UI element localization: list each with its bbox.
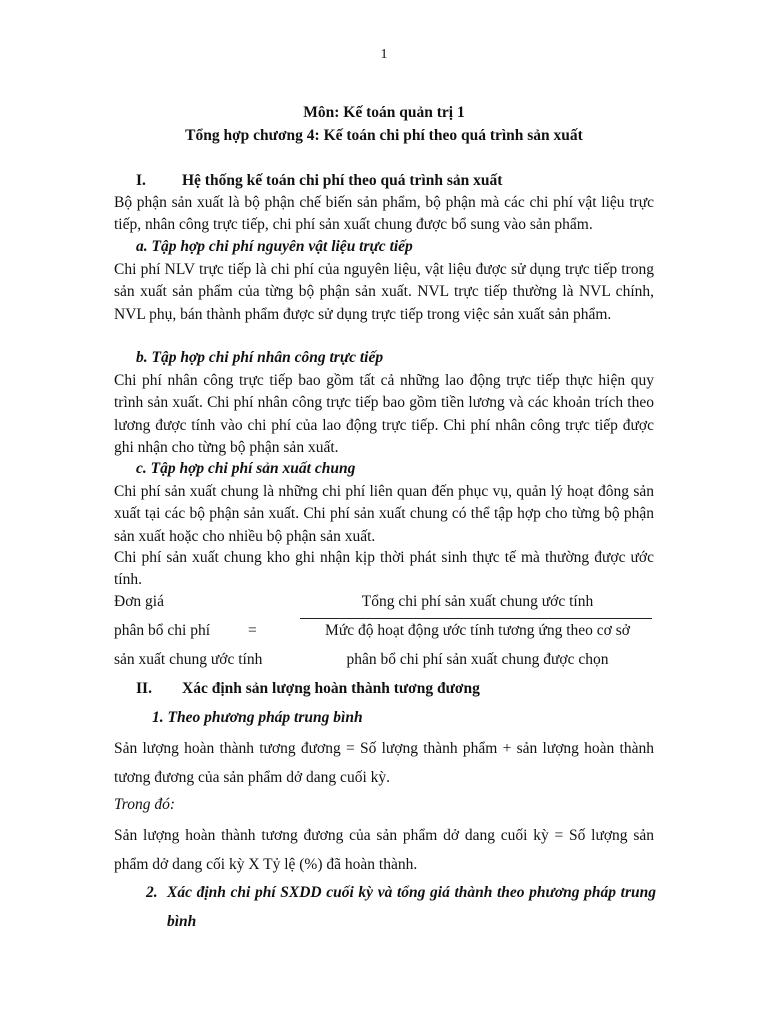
- formula-denominator-1: Mức độ hoạt động ước tính tương ứng theo cơ sở: [325, 622, 630, 639]
- paragraph-c1: Chi phí sản xuất chung là những chi phí liên quan đến phục vụ, quản lý hoạt đông sản xuất tại các bộ phận sản xuất. Chi phí sản xuất chung có thể tập hợp cho từng bộ phận sản xuất hoặc cho nhiều bộ phận sản xuất.: [114, 483, 654, 545]
- subheading-c: c. Tập hợp chi phí sản xuất chung: [136, 460, 356, 477]
- chapter-title: Tổng hợp chương 4: Kế toán chi phí theo quá trình sản xuất: [185, 127, 583, 144]
- section-1-numeral: I.: [136, 172, 146, 189]
- formula-denominator-2: phân bổ chi phí sản xuất chung được chọn: [346, 651, 609, 668]
- formula-row-3: [114, 651, 659, 673]
- section-2-title: Xác định sản lượng hoàn thành tương đương: [182, 680, 480, 697]
- subheading-2-number: 2.: [146, 884, 158, 901]
- paragraph-c2: Chi phí sản xuất chung kho ghi nhận kịp thời phát sinh thực tế mà thường được ước tính.: [114, 549, 654, 589]
- section-1-heading: [136, 172, 502, 190]
- section-2-heading: [136, 680, 480, 698]
- fraction-bar: [300, 618, 652, 619]
- section-1-intro: Bộ phận sản xuất là bộ phận chế biến sản phẩm, bộ phận mà các chi phí vật liệu trực tiếp, nhân công trực tiếp, chi phí sản xuất chung được bổ sung vào sản phẩm.: [114, 194, 654, 234]
- page-number: 1: [380, 47, 388, 62]
- subheading-2-text: Xác định chi phí SXDD cuối kỳ và tổng giá thành theo phương pháp trung bình: [167, 884, 656, 930]
- course-title: Môn: Kế toán quản trị 1: [303, 104, 465, 121]
- formula-left-3: sản xuất chung ước tính: [114, 651, 263, 668]
- formula-left-2: phân bổ chi phí: [114, 622, 210, 639]
- section-1-title: Hệ thống kế toán chi phí theo quá trình sản xuất: [182, 172, 503, 189]
- formula-row-1: [114, 593, 659, 615]
- formula-numerator: Tổng chi phí sản xuất chung ước tính: [361, 593, 594, 610]
- subheading-1: 1. Theo phương pháp trung bình: [152, 709, 363, 726]
- section-2-numeral: II.: [136, 680, 152, 697]
- formula-row-2: [114, 622, 659, 644]
- formula-equals: =: [248, 622, 257, 639]
- subheading-a: a. Tập hợp chi phí nguyên vật liệu trực tiếp: [136, 238, 413, 255]
- paragraph-avg-2: Sản lượng hoàn thành tương đương của sản phẩm dở dang cuối kỳ = Số lượng sản phẩm dở dang cối kỳ X Tỷ lệ (%) đã hoàn thành.: [114, 827, 654, 873]
- paragraph-a: Chi phí NLV trực tiếp là chi phí của nguyên liệu, vật liệu được sử dụng trực tiếp trong sản xuất sản phẩm của từng bộ phận sản xuất. NVL trực tiếp thường là NVL chính, NVL phụ, bán thành phẩm được sử dụng trực tiếp trong việc sản xuất sản phẩm.: [114, 261, 654, 323]
- where-label: Trong đó:: [114, 796, 176, 813]
- subheading-b: b. Tập hợp chi phí nhân công trực tiếp: [136, 349, 384, 366]
- paragraph-avg-1: Sản lượng hoàn thành tương đương = Số lượng thành phẩm + sản lượng hoàn thành tương đương của sản phẩm dở dang cuối kỳ.: [114, 740, 654, 786]
- formula-left-1: Đơn giá: [114, 593, 164, 610]
- paragraph-b: Chi phí nhân công trực tiếp bao gồm tất cả những lao động trực tiếp thực hiện quy trình sản xuất. Chi phí nhân công trực tiếp bao gồm tiền lương và các khoản trích theo lương được tính vào chi phí của lao động trực tiếp. Chi phí nhân công trực tiếp được ghi nhận cho từng bộ phận sản xuất.: [114, 372, 654, 456]
- subheading-2: [146, 878, 656, 936]
